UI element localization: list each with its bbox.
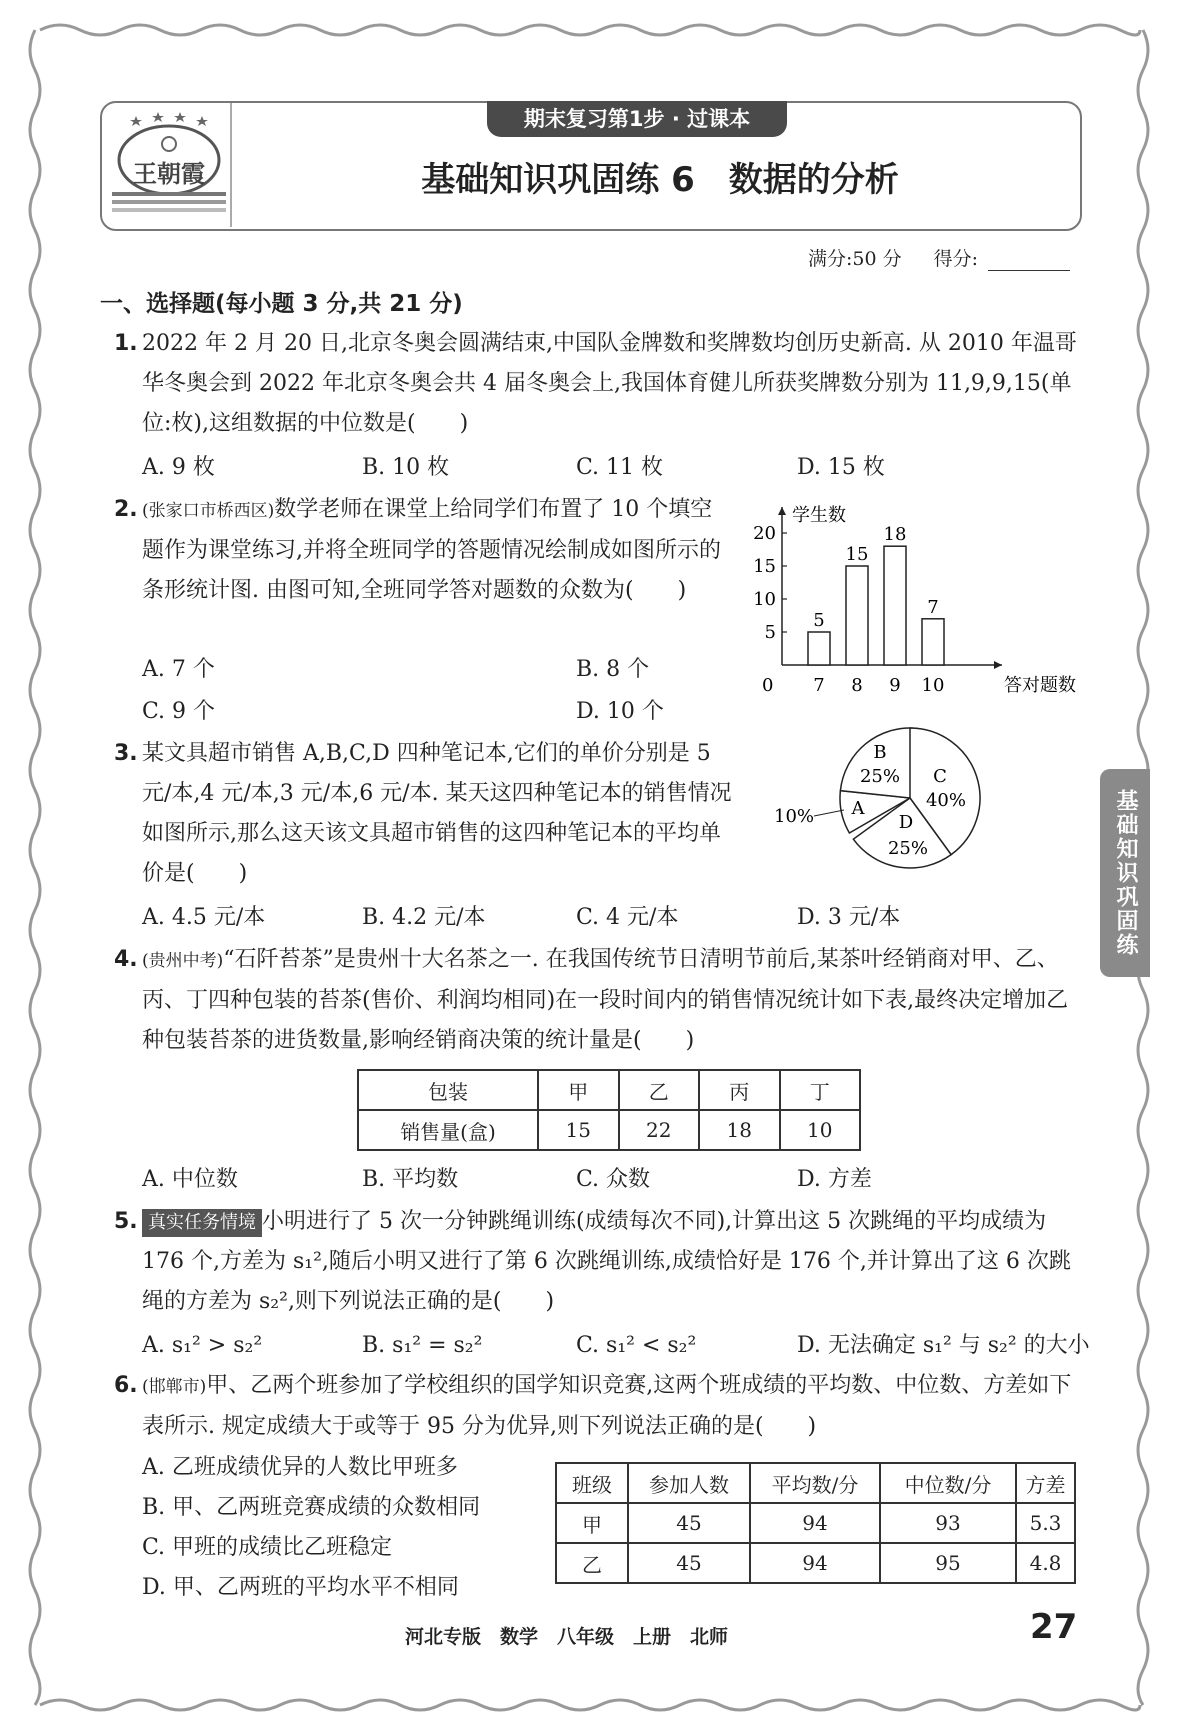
- q6-table-cell: 甲: [556, 1503, 628, 1543]
- q1-option-c[interactable]: C. 11 枚: [576, 455, 664, 480]
- bar: [922, 619, 944, 665]
- q4-table-cell: 15: [538, 1110, 619, 1150]
- bar-value-label: 15: [845, 544, 869, 565]
- pie-leader-line: [814, 810, 844, 816]
- q3-option-d[interactable]: D. 3 元/本: [797, 905, 901, 930]
- q4-text: “石阡苔茶”是贵州十大名茶之一. 在我国传统节日清明节前后,某茶叶经销商对甲、乙、丙、丁四种包装的苔茶(售价、利润均相同)在一段时间内的销售情况统计如下表,最终决定增加乙种包装苔茶的进货数量,影响经销商决策的统计量是( ): [142, 947, 1069, 1053]
- x-tick-label: 8: [851, 675, 863, 696]
- q5-text-b: ,随后小明又进行了第 6 次跳绳训练,成绩恰好是 176 个,并计算出了这 6 次跳绳的方差为: [142, 1249, 1071, 1314]
- q4-table-cell: 10: [780, 1110, 861, 1150]
- q6-table-header: 平均数/分: [750, 1463, 880, 1503]
- q6-option-c[interactable]: C. 甲班的成绩比乙班稳定: [142, 1535, 393, 1560]
- bar-chart: [740, 495, 1076, 705]
- x-tick-label: 9: [889, 675, 901, 696]
- q2-number: 2.: [114, 497, 138, 522]
- pie-label: C: [933, 766, 947, 787]
- q4-table-header: 包装: [358, 1070, 538, 1110]
- bar-value-label: 7: [927, 596, 939, 618]
- logo: [108, 108, 230, 220]
- bar: [884, 546, 906, 665]
- q6-table-header: 方差: [1016, 1463, 1075, 1503]
- q6-table-header: 中位数/分: [880, 1463, 1016, 1503]
- y-tick-label: 5: [764, 622, 776, 643]
- q3-option-c[interactable]: C. 4 元/本: [576, 905, 679, 930]
- y-tick-label: 15: [753, 556, 776, 577]
- q4-table: [357, 1069, 861, 1151]
- q2-text: 数学老师在课堂上给同学们布置了 10 个填空题作为课堂练习,并将全班同学的答题情况绘制成如图所示的条形统计图. 由图可知,全班同学答对题数的众数为( ): [142, 497, 721, 603]
- q6-table-cell: 4.8: [1016, 1543, 1075, 1583]
- header-divider: [230, 103, 232, 227]
- pie-value-label: 10%: [774, 806, 815, 827]
- q4-option-b[interactable]: B. 平均数: [362, 1167, 459, 1192]
- q6-table: [555, 1462, 1076, 1584]
- q5-number: 5.: [114, 1209, 138, 1234]
- q4-table-header: 丁: [780, 1070, 861, 1110]
- q6-table-cell: 乙: [556, 1543, 628, 1583]
- q3-number: 3.: [114, 741, 138, 766]
- bar: [808, 632, 830, 665]
- footer-info: 河北专版 数学 八年级 上册 北师: [405, 1626, 729, 1648]
- q1-option-b[interactable]: B. 10 枚: [362, 455, 450, 480]
- x-axis-arrow: [994, 661, 1002, 669]
- q2-option-d[interactable]: D. 10 个: [576, 699, 664, 724]
- x-tick-label: 10: [921, 675, 945, 696]
- q6-number: 6.: [114, 1373, 138, 1398]
- score-blank[interactable]: [988, 270, 1070, 271]
- q6-table-cell: 95: [880, 1543, 1016, 1583]
- q2-option-b[interactable]: B. 8 个: [576, 657, 650, 682]
- q4-table-cell: 销售量(盒): [358, 1110, 538, 1150]
- q1-number: 1.: [114, 331, 138, 356]
- q6-table-cell: 45: [628, 1503, 750, 1543]
- q5-var1: s₁²: [292, 1249, 322, 1274]
- q2-option-a[interactable]: A. 7 个: [142, 657, 215, 682]
- q6-option-b[interactable]: B. 甲、乙两班竞赛成绩的众数相同: [142, 1495, 481, 1520]
- pie-value-label: 25%: [887, 838, 929, 859]
- origin-label: 0: [762, 675, 774, 696]
- q5-option-a[interactable]: A. s₁² > s₂²: [142, 1333, 263, 1358]
- y-axis-label: 学生数: [792, 505, 846, 526]
- q6-table-cell: 94: [750, 1543, 880, 1583]
- q1-text: 2022 年 2 月 20 日,北京冬奥会圆满结束,中国队金牌数和奖牌数均创历史新高. 从 2010 年温哥华冬奥会到 2022 年北京冬奥会共 4 届冬奥会上,我国体育健儿所获奖牌数分别为 11,9,9,15(单位:枚),这组数据的中位数是( ): [142, 331, 1077, 436]
- q5-var2: s₂²: [259, 1289, 288, 1314]
- q5-option-b[interactable]: B. s₁² = s₂²: [362, 1333, 483, 1358]
- section-title: 一、选择题(每小题 3 分,共 21 分): [100, 291, 463, 317]
- pie-chart: [770, 720, 1000, 880]
- header-badge: 期末复习第1步 · 过课本: [487, 101, 787, 137]
- q6-table-cell: 93: [880, 1503, 1016, 1543]
- q5-text-a: 小明进行了 5 次一分钟跳绳训练(成绩每次不同),计算出这 5 次跳绳的平均成绩为 176 个,方差为: [142, 1209, 1047, 1274]
- q6-text: 甲、乙两个班参加了学校组织的国学知识竞赛,这两个班成绩的平均数、中位数、方差如下表所示. 规定成绩大于或等于 95 分为优异,则下列说法正确的是( ): [142, 1373, 1072, 1439]
- side-tab: 基础知识巩固练: [1100, 769, 1150, 977]
- q4-table-header: 丙: [699, 1070, 780, 1110]
- q5-option-c[interactable]: C. s₁² < s₂²: [576, 1333, 697, 1358]
- pie-slice: [840, 728, 917, 798]
- pie-value-label: 40%: [925, 790, 967, 811]
- bar-value-label: 18: [883, 524, 907, 546]
- q5-tag: 真实任务情境: [142, 1209, 262, 1237]
- y-tick-label: 10: [753, 589, 776, 610]
- pie-label: D: [898, 812, 914, 833]
- q4-source: (贵州中考): [142, 951, 224, 971]
- page-number: 27: [1030, 1607, 1078, 1647]
- q3-option-b[interactable]: B. 4.2 元/本: [362, 905, 486, 930]
- q4-table-header: 甲: [538, 1070, 619, 1110]
- q4-number: 4.: [114, 947, 138, 972]
- q4-table-cell: 22: [619, 1110, 700, 1150]
- pie-label: A: [851, 798, 865, 819]
- q4-table-cell: 18: [699, 1110, 780, 1150]
- logo-text: 王朝霞: [133, 159, 205, 188]
- x-axis-label: 答对题数: [1004, 675, 1076, 696]
- q6-source: (邯郸市): [142, 1377, 207, 1397]
- q4-option-c[interactable]: C. 众数: [576, 1167, 651, 1192]
- x-tick-label: 7: [813, 675, 825, 696]
- q1-option-a[interactable]: A. 9 枚: [142, 455, 215, 480]
- page-title: 基础知识巩固练 6 数据的分析: [421, 160, 899, 200]
- pie-label: B: [873, 742, 887, 763]
- pie-value-label: 25%: [859, 766, 901, 787]
- q2-option-c[interactable]: C. 9 个: [142, 699, 216, 724]
- q3-option-a[interactable]: A. 4.5 元/本: [142, 905, 266, 930]
- score-label: 得分:: [933, 248, 979, 270]
- q6-table-header: 参加人数: [628, 1463, 750, 1503]
- q5-option-d[interactable]: D. 无法确定 s₁² 与 s₂² 的大小: [797, 1333, 1090, 1358]
- q4-table-header: 乙: [619, 1070, 700, 1110]
- q5-text-c: ,则下列说法正确的是( ): [287, 1289, 555, 1314]
- q6-table-cell: 45: [628, 1543, 750, 1583]
- full-score: 满分:50 分: [808, 248, 902, 270]
- q1-option-d[interactable]: D. 15 枚: [797, 455, 885, 480]
- q6-table-cell: 5.3: [1016, 1503, 1075, 1543]
- q6-option-a[interactable]: A. 乙班成绩优异的人数比甲班多: [142, 1455, 458, 1480]
- q6-table-header: 班级: [556, 1463, 628, 1503]
- q4-option-a[interactable]: A. 中位数: [142, 1167, 238, 1192]
- bar: [846, 566, 868, 665]
- q2-source: (张家口市桥西区): [142, 501, 275, 521]
- q4-option-d[interactable]: D. 方差: [797, 1167, 872, 1192]
- y-tick-label: 20: [753, 523, 776, 544]
- bar-value-label: 5: [813, 610, 825, 631]
- q3-text: 某文具超市销售 A,B,C,D 四种笔记本,它们的单价分别是 5 元/本,4 元/本,3 元/本,6 元/本. 某天这四种笔记本的销售情况如图所示,那么这天该文具超市销售的这四种笔记本的平均单价是( ): [142, 741, 732, 886]
- q6-table-cell: 94: [750, 1503, 880, 1543]
- y-axis-arrow: [778, 507, 786, 515]
- q6-option-d[interactable]: D. 甲、乙两班的平均水平不相同: [142, 1575, 459, 1600]
